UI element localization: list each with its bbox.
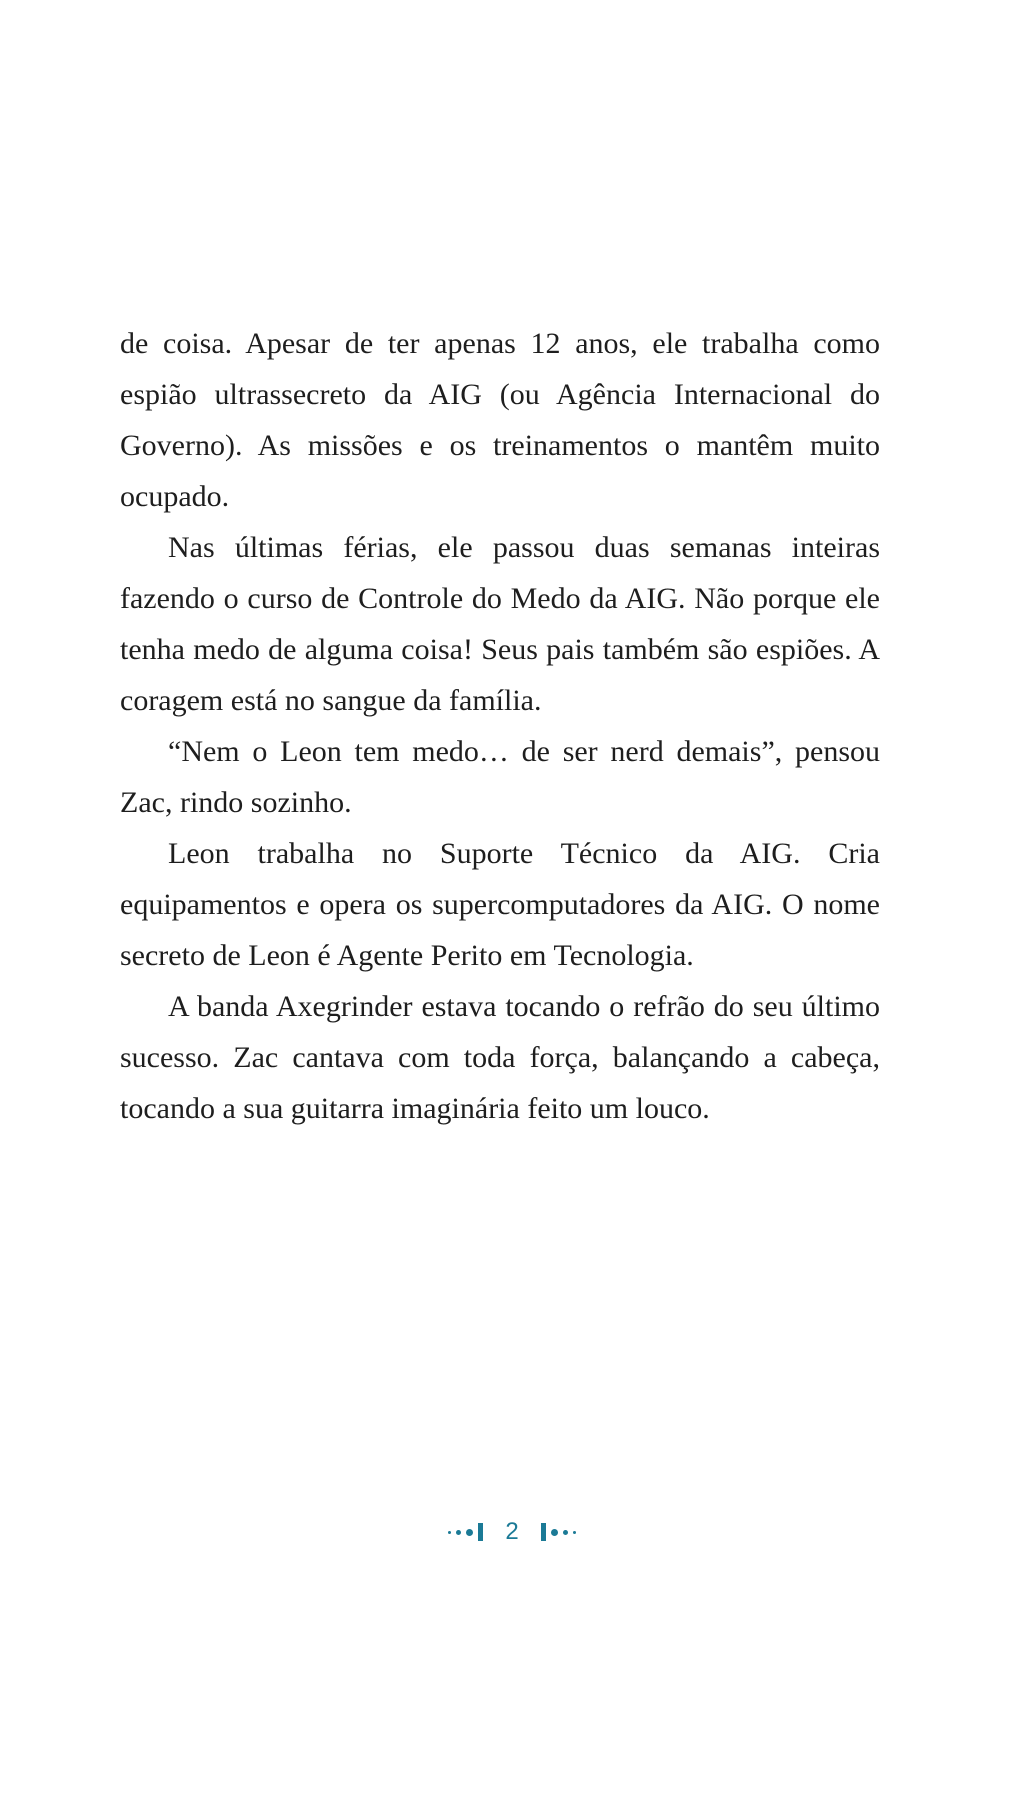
right-ornament-icon (541, 1523, 576, 1541)
page-body (120, 318, 880, 1134)
page-number: 2 (505, 1518, 519, 1545)
page-number-footer (0, 1518, 1024, 1546)
paragraph-2: Nas últimas férias, ele passou duas semanas inteiras fazendo o curso de Controle do Medo da AIG. Não porque ele tenha medo de alguma coisa! Seus pais também são espiões. A coragem está no sangue da família. (120, 531, 880, 717)
paragraph-4: Leon trabalha no Suporte Técnico da AIG. Cria equipamentos e opera os supercomputadores da AIG. O nome secreto de Leon é Agente Perito em Tecnologia. (120, 837, 880, 972)
paragraph-3: “Nem o Leon tem medo… de ser nerd demais”, pensou Zac, rindo sozinho. (120, 735, 880, 819)
paragraph-5: A banda Axegrinder estava tocando o refrão do seu último sucesso. Zac cantava com toda força, balançando a cabeça, tocando a sua guitarra imaginária feito um louco. (120, 990, 880, 1125)
paragraph-1: de coisa. Apesar de ter apenas 12 anos, ele trabalha como espião ultrassecreto da AIG (ou Agência Internacional do Governo). As missões e os treinamentos o mantêm muito ocupado. (120, 327, 880, 513)
left-ornament-icon (448, 1523, 483, 1541)
